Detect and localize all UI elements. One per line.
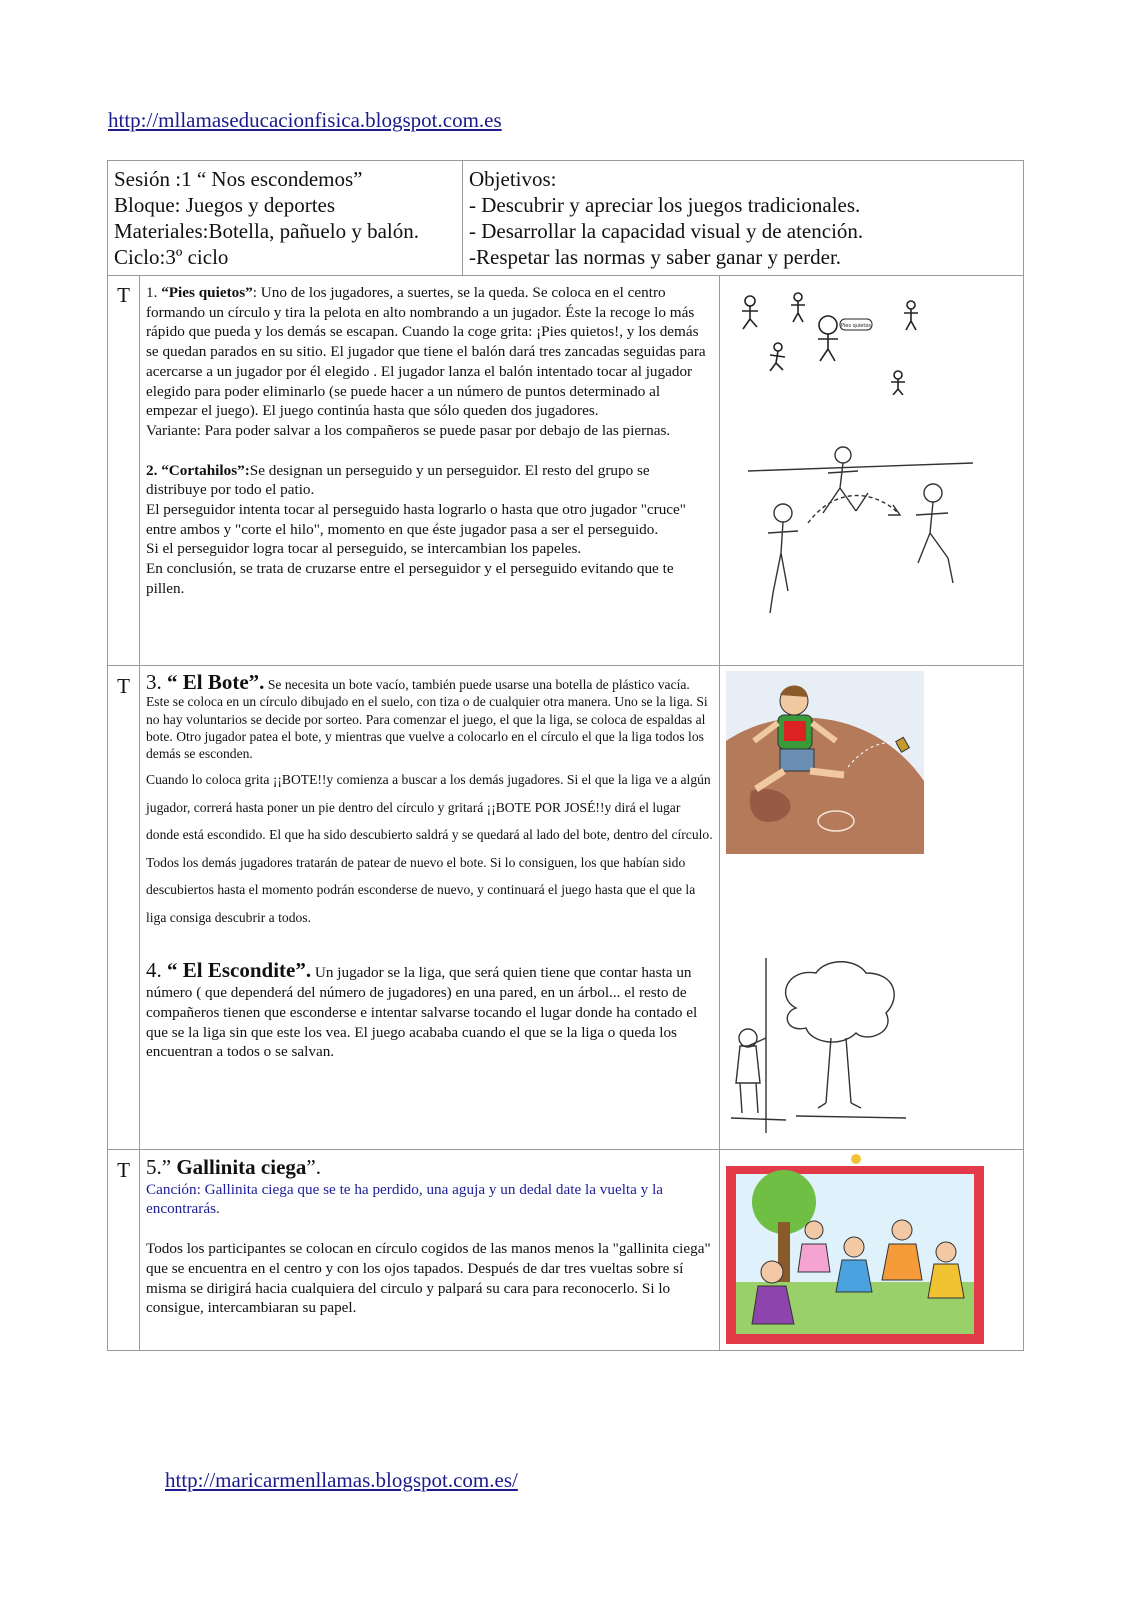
games-text-cell [140, 1150, 720, 1350]
hide-and-seek-illustration [726, 958, 916, 1133]
game-cortahilos: 2. “Cortahilos”:Se designan un perseguido y un perseguidor. El resto del grupo se distribuye por todo el patio. [146, 461, 650, 499]
cycle-label: Ciclo:3º ciclo [114, 245, 229, 269]
objectives-cell [463, 161, 1023, 275]
game-el-bote: 3. “ El Bote”. Se necesita un bote vacío, también puede usarse una botella de plástico vacía. Este se coloca en un círculo dibujado en el suelo, con tiza o de cualquier otra manera. Uno se la liga. Si no hay voluntarios se decide por sorteo. Para comenzar el juego, el que la liga, se coloca de espaldas al bote. Otro jugador patea el bote, y mientras que vuelve a colocarlo en el círculo el que la liga todos los demás se esconden. [146, 670, 708, 762]
game-song: Canción: Gallinita ciega que se te ha perdido, una aguja y un dedal date la vuelta y la encontrarás. [146, 1180, 664, 1218]
row-marker: T [108, 1150, 140, 1350]
session-title: Sesión :1 “ Nos escondemos” [114, 167, 363, 191]
illustrations-cell [720, 275, 1023, 665]
kick-the-can-illustration [726, 671, 924, 854]
games-row-2 [107, 666, 1024, 1150]
illustrations-cell [720, 666, 1023, 1149]
session-info-cell [108, 161, 463, 275]
game-gallinita-ciega: 5.” Gallinita ciega”. [146, 1155, 321, 1179]
game-title: “ El Bote”. [167, 670, 265, 694]
game-paragraph: En conclusión, se trata de cruzarse entre el perseguidor y el perseguido evitando que te pillen. [146, 560, 674, 597]
objective-item: - Desarrollar la capacidad visual y de atención. [469, 219, 864, 243]
speech-bubble-text: Pies quietos [841, 323, 871, 329]
game-paragraph: Cuando lo coloca grita ¡¡BOTE!!y comienza a buscar a los demás jugadores. Si el que la liga ve a algún jugador, correrá hasta poner un pie dentro del círculo y gritará ¡¡BOTE POR JOSÉ!!y dirá el lugar donde está escondido. El que ha sido descubierto saldrá y se quedará al lado del bote, dentro del círculo. Todos los demás jugadores tratarán de patear de nuevo el bote. Si lo consiguen, los que habían sido descubiertos hasta el momento podrán esconderse de nuevo, y continuará el juego hasta que el que la liga consiga descubrir a todos. [146, 772, 713, 925]
objective-item: -Respetar las normas y saber ganar y perder. [469, 245, 842, 269]
game-paragraph: Todos los participantes se colocan en círculo cogidos de las manos menos la "gallinita ciega" que se encuentra en el centro y con los ojos tapados. Después de dar tres vueltas sobre sí misma se dirigirá hacia cualquiera del circulo y palpará su cara para reconocerlo. Si lo consigue, intercambiaran su papel. [146, 1240, 711, 1317]
illustrations-cell [720, 1150, 1023, 1350]
games-text-cell [140, 666, 720, 1149]
chase-runners-illustration [748, 433, 978, 633]
game-paragraph: El perseguidor intenta tocar al perseguido hasta lograrlo o hasta que otro jugador "cruce" entre ambos y "corte el hilo", momento en que éste jugador pasa a ser el perseguido. [146, 501, 686, 538]
games-row-1 [107, 275, 1024, 666]
stick-figures-illustration [730, 285, 930, 395]
blind-mans-buff-illustration [724, 1152, 986, 1347]
row-marker: T [108, 666, 140, 1149]
objectives-title: Objetivos: [469, 167, 557, 191]
game-el-escondite: 4. “ El Escondite”. Un jugador se la liga, que será quien tiene que contar hasta un número ( que dependerá del número de jugadores) en una pared, en un árbol... el resto de compañeros tienen que esconderse e intentar salvarse tocando el lugar donde ha contado el que se la liga sin que este los vea. El juego acababa cuando el que se la liga o queda los encuentran a todos o se salvan. [146, 958, 698, 1061]
objective-item: - Descubrir y apreciar los juegos tradicionales. [469, 193, 861, 217]
game-title: “ El Escondite”. [167, 958, 312, 983]
game-paragraph: Si el perseguidor logra tocar al perseguido, se intercambian los papeles. [146, 540, 582, 558]
session-header-table [107, 160, 1024, 276]
game-title: Gallinita ciega [176, 1155, 307, 1179]
game-title: “Cortahilos”: [161, 461, 250, 479]
block-label: Bloque: Juegos y deportes [114, 193, 336, 217]
blog-link-bottom[interactable]: http://maricarmenllamas.blogspot.com.es/ [165, 1468, 518, 1492]
materials-label: Materiales:Botella, pañuelo y balón. [114, 219, 419, 243]
game-variant: Variante: Para poder salvar a los compañeros se puede pasar por debajo de las piernas. [146, 421, 671, 439]
game-title: “Pies quietos” [161, 284, 253, 301]
games-row-3 [107, 1150, 1024, 1351]
games-text-cell [140, 275, 720, 665]
game-pies-quietos: 1. “Pies quietos”: Uno de los jugadores, a suertes, se la queda. Se coloca en el centro formando un círculo y tira la pelota en alto nombrando a un jugador. Éste la recoge lo más rápido que pueda y los demás se escapan. Cuando la coge grita: ¡Pies quietos!, y los demás se quedan parados en su sitio. El jugador que tiene el balón dará tres zancadas seguidas para acercarse a un jugador por él elegido . El jugador lanza el balón intentado tocar al jugador elegido para poder eliminarlo (se puede hacer a un número de puntos determinado al empezar el juego). El juego continúa hasta que sólo queden dos jugadores. [146, 284, 706, 420]
row-marker: T [108, 275, 140, 665]
blog-link-top[interactable]: http://mllamaseducacionfisica.blogspot.com.es [108, 108, 502, 132]
